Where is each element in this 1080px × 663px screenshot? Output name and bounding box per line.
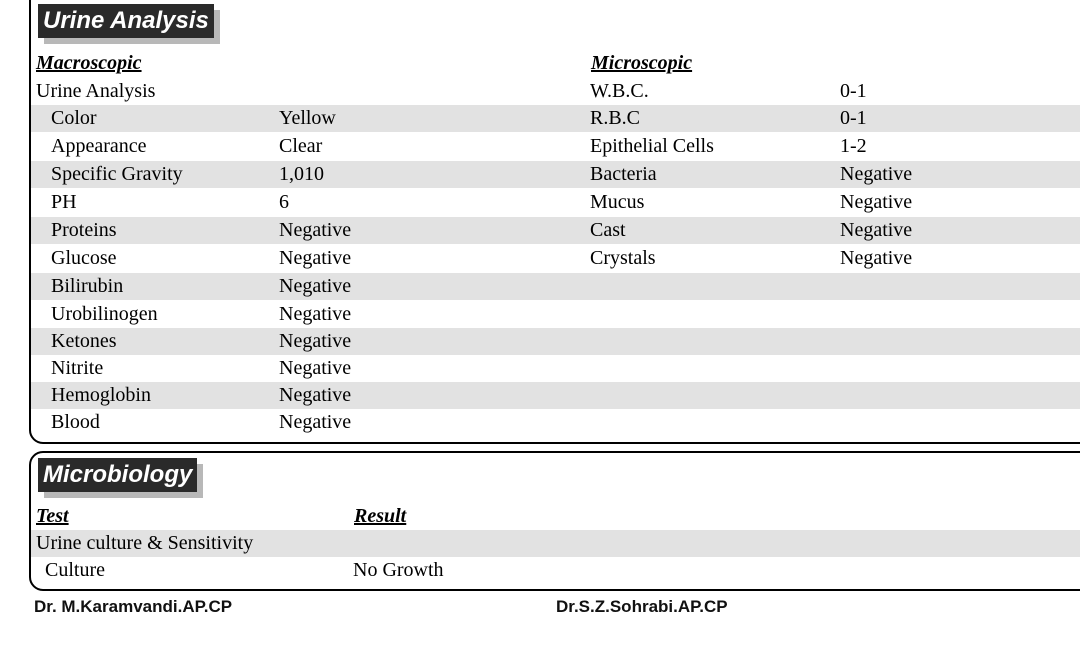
macro-test-value: Negative bbox=[279, 384, 352, 406]
macro-test-value: Negative bbox=[279, 247, 352, 269]
row-stripe bbox=[31, 382, 1080, 409]
macro-test-name: Hemoglobin bbox=[51, 384, 151, 406]
microbiology-title: Microbiology bbox=[38, 458, 197, 492]
macroscopic-group-label: Urine Analysis bbox=[36, 80, 156, 102]
signature-right: Dr.S.Z.Sohrabi.AP.CP bbox=[556, 597, 728, 616]
signature-left: Dr. M.Karamvandi.AP.CP bbox=[34, 597, 233, 616]
microscopic-header: Microscopic bbox=[591, 52, 693, 74]
macro-test-value: 1,010 bbox=[279, 163, 324, 185]
macro-test-name: Bilirubin bbox=[51, 275, 124, 297]
micro-test-name: W.B.C. bbox=[590, 80, 649, 102]
row-stripe bbox=[31, 328, 1080, 355]
micro-test-name: R.B.C bbox=[590, 107, 641, 129]
macro-test-name: Urobilinogen bbox=[51, 303, 158, 325]
macro-test-name: Proteins bbox=[51, 219, 117, 241]
row-stripe bbox=[31, 161, 1080, 188]
microbiology-test-value: No Growth bbox=[353, 559, 444, 581]
macro-test-name: Color bbox=[51, 107, 97, 129]
macro-test-name: Glucose bbox=[51, 247, 117, 269]
micro-test-value: 0-1 bbox=[840, 107, 867, 129]
macroscopic-header: Macroscopic bbox=[36, 52, 142, 74]
macro-test-name: Ketones bbox=[51, 330, 117, 352]
macro-test-value: Negative bbox=[279, 357, 352, 379]
macro-test-value: Negative bbox=[279, 411, 352, 433]
microbiology-group-label: Urine culture & Sensitivity bbox=[36, 532, 254, 554]
macro-test-value: Negative bbox=[279, 330, 352, 352]
micro-test-name: Mucus bbox=[590, 191, 645, 213]
macro-test-value: Negative bbox=[279, 219, 352, 241]
micro-test-value: Negative bbox=[840, 247, 913, 269]
macro-test-name: PH bbox=[51, 191, 77, 213]
micro-test-name: Cast bbox=[590, 219, 626, 241]
row-stripe bbox=[31, 105, 1080, 132]
row-stripe bbox=[31, 217, 1080, 244]
macro-test-value: Negative bbox=[279, 275, 352, 297]
macro-test-value: Yellow bbox=[279, 107, 336, 129]
macro-test-value: Clear bbox=[279, 135, 323, 157]
micro-test-value: Negative bbox=[840, 219, 913, 241]
test-column-header: Test bbox=[36, 505, 69, 527]
micro-test-name: Epithelial Cells bbox=[590, 135, 714, 157]
microbiology-test-name: Culture bbox=[45, 559, 105, 581]
urine-analysis-title: Urine Analysis bbox=[38, 4, 214, 38]
micro-test-value: 1-2 bbox=[840, 135, 867, 157]
macro-test-name: Blood bbox=[51, 411, 100, 433]
row-stripe bbox=[31, 273, 1080, 300]
micro-test-value: Negative bbox=[840, 163, 913, 185]
micro-test-value: 0-1 bbox=[840, 80, 867, 102]
macro-test-name: Appearance bbox=[51, 135, 147, 157]
macro-test-value: 6 bbox=[279, 191, 289, 213]
micro-test-value: Negative bbox=[840, 191, 913, 213]
micro-test-name: Crystals bbox=[590, 247, 656, 269]
macro-test-name: Nitrite bbox=[51, 357, 104, 379]
macro-test-name: Specific Gravity bbox=[51, 163, 183, 185]
result-column-header: Result bbox=[354, 505, 407, 527]
micro-test-name: Bacteria bbox=[590, 163, 657, 185]
macro-test-value: Negative bbox=[279, 303, 352, 325]
